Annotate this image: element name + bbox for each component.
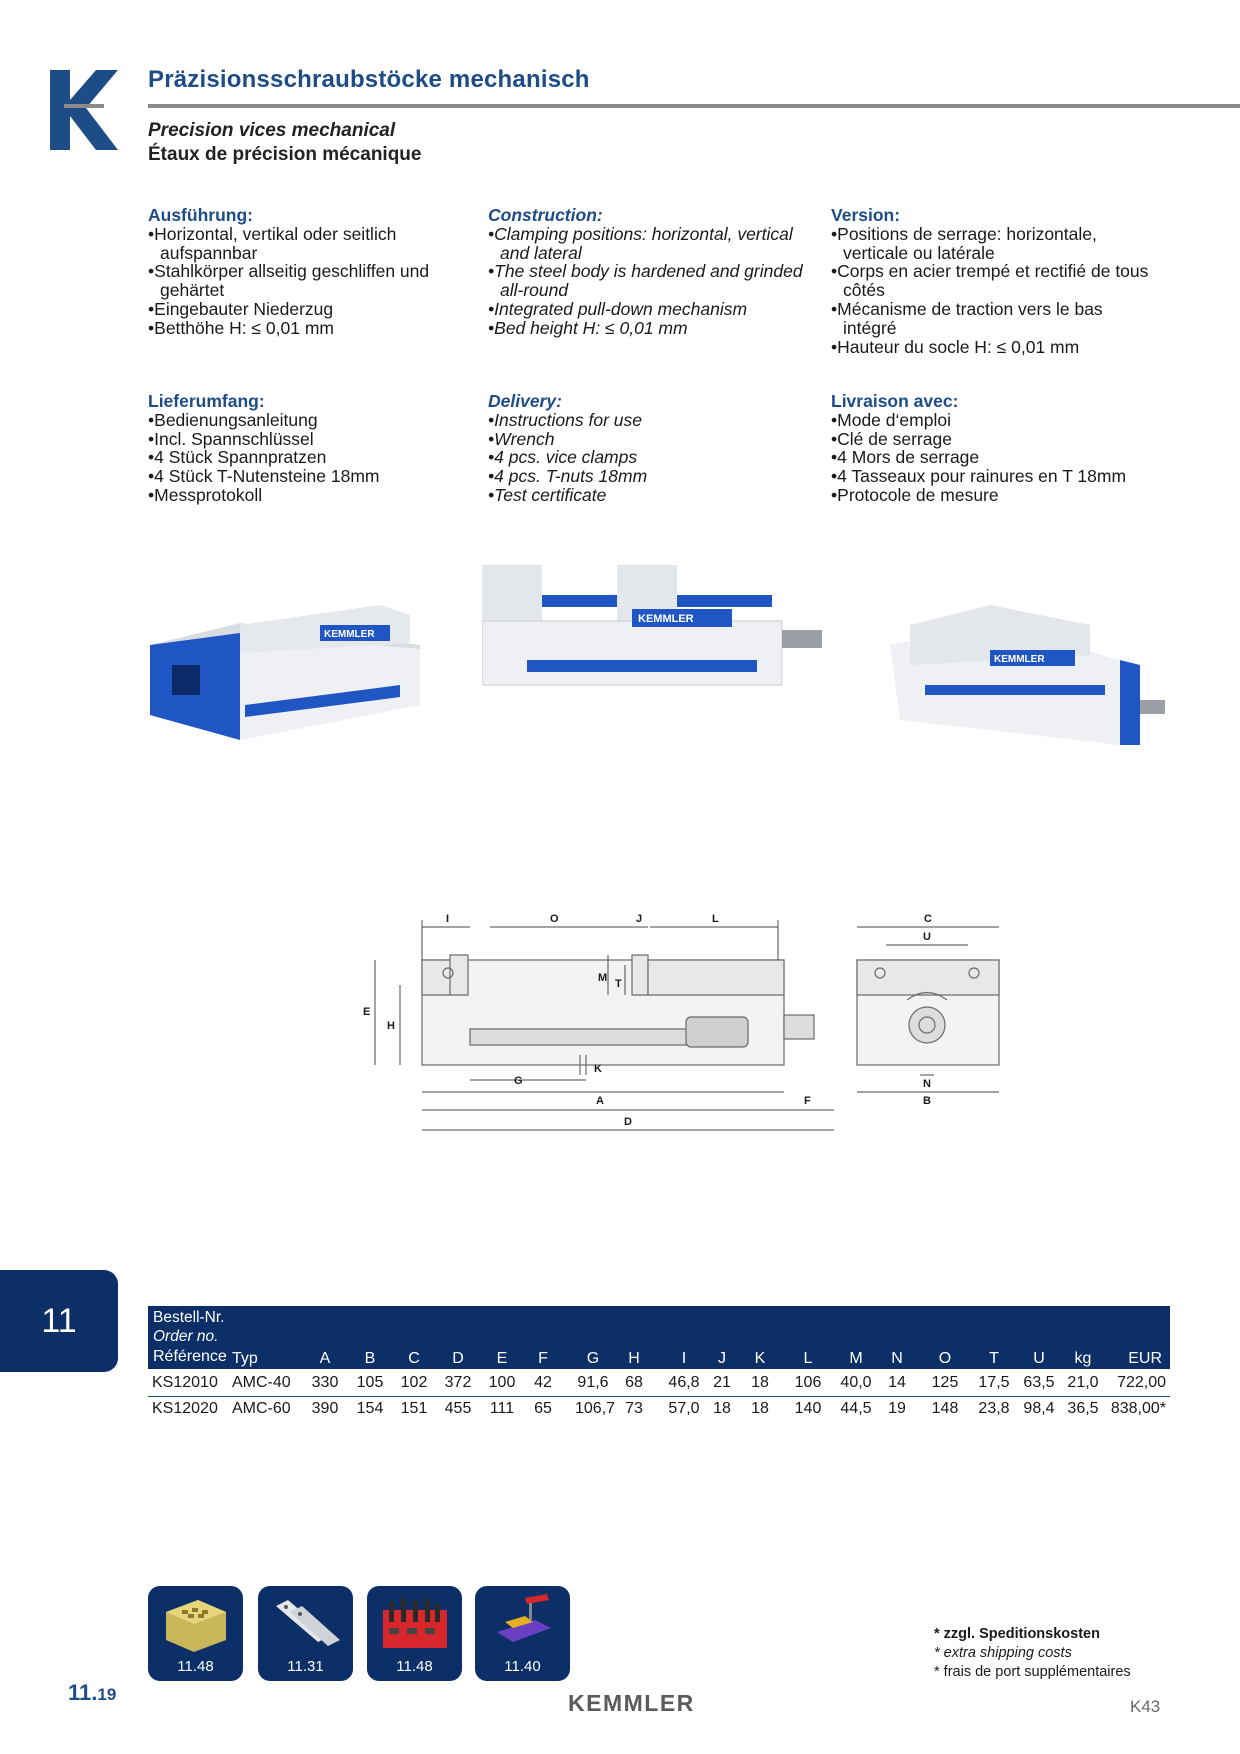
table-cell: 23,8 xyxy=(978,1400,1010,1417)
footer-brand-logo: KEMMLER xyxy=(568,1690,695,1716)
table-cell: 148 xyxy=(931,1400,959,1417)
table-column-header: L xyxy=(803,1350,813,1367)
accessory-link-t-nut-box[interactable] xyxy=(148,1586,243,1681)
vice-photo-right-brand: KEMMLER xyxy=(994,654,1045,665)
list-item: • Clé de serrage xyxy=(831,430,1171,449)
table-cell: 46,8 xyxy=(668,1374,700,1391)
features-en xyxy=(488,206,818,338)
accessory-link-parallel-bars[interactable] xyxy=(258,1586,353,1681)
delivery-de-title: Lieferumfang: xyxy=(148,391,265,411)
list-item: • Mécanisme de traction vers le bas intégré xyxy=(831,300,1161,338)
list-item: • Clamping positions: horizontal, vertical and lateral xyxy=(488,225,818,263)
table-column-header: U xyxy=(1033,1350,1045,1367)
table-cell: 455 xyxy=(444,1400,472,1417)
table-cell: 98,4 xyxy=(1023,1400,1055,1417)
table-column-header: K xyxy=(754,1350,766,1367)
table-cell: 17,5 xyxy=(978,1374,1010,1391)
table-cell: 151 xyxy=(400,1400,428,1417)
table-cell: 57,0 xyxy=(668,1400,700,1417)
table-cell: 106,7 xyxy=(575,1400,616,1417)
delivery-fr xyxy=(831,392,1171,505)
table-cell: 372 xyxy=(444,1374,472,1391)
dim-label-u: U xyxy=(923,931,931,943)
table-column-header: Typ xyxy=(232,1350,258,1367)
table-cell: 105 xyxy=(356,1374,384,1391)
table-label-de: Bestell-Nr. xyxy=(153,1309,225,1326)
table-column-header: EUR xyxy=(1128,1350,1162,1367)
table-cell: 330 xyxy=(311,1374,339,1391)
list-item: • Integrated pull-down mechanism xyxy=(488,300,818,319)
list-item: • 4 Stück T-Nutensteine 18mm xyxy=(148,467,478,486)
clamping-kit-icon xyxy=(377,1592,452,1654)
table-cell: AMC-60 xyxy=(232,1400,291,1417)
page-number xyxy=(68,1680,116,1706)
accessory-page-ref: 11.31 xyxy=(287,1658,324,1675)
list-item: • 4 pcs. vice clamps xyxy=(488,448,818,467)
features-en-title: Construction: xyxy=(488,205,603,225)
accessory-page-ref: 11.48 xyxy=(396,1658,433,1675)
table-cell: 19 xyxy=(888,1400,906,1417)
table-column-header: E xyxy=(496,1350,508,1367)
table-cell: 40,0 xyxy=(840,1374,872,1391)
list-item: • 4 Tasseaux pour rainures en T 18mm xyxy=(831,467,1171,486)
delivery-de xyxy=(148,392,478,505)
dim-label-g: G xyxy=(514,1075,523,1087)
table-column-header: I xyxy=(681,1350,687,1367)
catalog-code: K43 xyxy=(1130,1697,1161,1716)
list-item: • Instructions for use xyxy=(488,411,818,430)
header-rule xyxy=(148,104,1240,108)
table-cell: 140 xyxy=(794,1400,822,1417)
accessory-link-clamping-kit[interactable] xyxy=(367,1586,462,1681)
table-cell: 21,0 xyxy=(1067,1374,1099,1391)
table-cell: 68 xyxy=(625,1374,643,1391)
table-column-header: C xyxy=(408,1350,420,1367)
page-subtitle-fr: Étaux de précision mécanique xyxy=(148,144,422,165)
delivery-en xyxy=(488,392,818,505)
dim-label-h: H xyxy=(387,1020,395,1032)
table-header xyxy=(148,1306,1170,1369)
list-item: • Corps en acier trempé et rectifié de tous côtés xyxy=(831,262,1161,300)
table-cell: 36,5 xyxy=(1067,1400,1099,1417)
table-column-header: T xyxy=(989,1350,999,1367)
list-item: • Protocole de mesure xyxy=(831,486,1171,505)
features-de xyxy=(148,206,478,338)
page-number-main: 11. xyxy=(68,1680,98,1705)
dim-label-t: T xyxy=(615,978,622,990)
list-item: • Betthöhe H: ≤ 0,01 mm xyxy=(148,319,478,338)
table-cell: 838,00* xyxy=(1110,1400,1166,1417)
table-column-header: F xyxy=(538,1350,548,1367)
dim-label-b: B xyxy=(923,1095,931,1107)
table-column-header: B xyxy=(364,1350,376,1367)
vice-photo-center-brand: KEMMLER xyxy=(638,613,694,625)
accessory-page-ref: 11.48 xyxy=(177,1658,214,1675)
table-cell: 154 xyxy=(356,1400,384,1417)
delivery-fr-title: Livraison avec: xyxy=(831,391,959,411)
shipping-note-en: * extra shipping costs xyxy=(934,1645,1072,1661)
dim-label-l: L xyxy=(712,913,719,925)
dim-label-k: K xyxy=(594,1063,602,1075)
table-cell: 63,5 xyxy=(1023,1374,1055,1391)
table-cell: 65 xyxy=(534,1400,552,1417)
table-cell: 91,6 xyxy=(577,1374,609,1391)
table-cell: 106 xyxy=(794,1374,822,1391)
parallel-bars-icon xyxy=(268,1592,343,1654)
dim-label-a: A xyxy=(596,1095,604,1107)
table-column-header: N xyxy=(891,1350,903,1367)
list-item: • 4 Mors de serrage xyxy=(831,448,1171,467)
table-cell: 18 xyxy=(751,1400,769,1417)
list-item: • Bed height H: ≤ 0,01 mm xyxy=(488,319,818,338)
table-label-fr: Référence xyxy=(153,1348,227,1365)
header-rule-stub xyxy=(64,104,104,108)
features-de-title: Ausführung: xyxy=(148,205,253,225)
table-cell: 44,5 xyxy=(840,1400,872,1417)
table-cell: 100 xyxy=(488,1374,516,1391)
list-item: • Test certificate xyxy=(488,486,818,505)
table-cell: 125 xyxy=(931,1374,959,1391)
table-column-header: M xyxy=(849,1350,863,1367)
t-nut-box-icon xyxy=(158,1592,233,1654)
list-item: • Hauteur du socle H: ≤ 0,01 mm xyxy=(831,338,1161,357)
accessory-link-clamp[interactable] xyxy=(475,1586,570,1681)
table-cell: 18 xyxy=(713,1400,731,1417)
features-fr-title: Version: xyxy=(831,205,901,225)
table-cell: AMC-40 xyxy=(232,1374,291,1391)
accessory-page-ref: 11.40 xyxy=(504,1658,541,1675)
shipping-note-de: * zzgl. Speditionskosten xyxy=(934,1626,1100,1642)
table-cell: 73 xyxy=(625,1400,643,1417)
list-item: • Stahlkörper allseitig geschliffen und gehärtet xyxy=(148,262,478,300)
list-item: • Eingebauter Niederzug xyxy=(148,300,478,319)
table-cell-order-no: KS12010 xyxy=(152,1374,218,1391)
list-item: • 4 Stück Spannpratzen xyxy=(148,448,478,467)
dim-label-d: D xyxy=(624,1116,632,1128)
dim-label-o: O xyxy=(550,913,559,925)
table-cell: 21 xyxy=(713,1374,731,1391)
technical-drawing xyxy=(360,905,1010,1140)
table-column-header: H xyxy=(628,1350,640,1367)
dim-label-m: M xyxy=(598,972,608,984)
table-label-en: Order no. xyxy=(153,1328,219,1345)
dim-label-i: I xyxy=(446,913,450,925)
chapter-tab[interactable]: 11 xyxy=(0,1270,118,1372)
list-item: • 4 pcs. T-nuts 18mm xyxy=(488,467,818,486)
list-item: • Positions de serrage: horizontale, verticale ou latérale xyxy=(831,225,1161,263)
list-item: • Wrench xyxy=(488,430,818,449)
list-item: • The steel body is hardened and grinded all-round xyxy=(488,262,818,300)
table-column-header: A xyxy=(319,1350,331,1367)
table-column-header: D xyxy=(452,1350,464,1367)
vice-photo-center xyxy=(482,565,842,690)
vice-photo-right xyxy=(890,605,1170,750)
table-cell: 14 xyxy=(888,1374,906,1391)
vice-photo-brand: KEMMLER xyxy=(324,629,375,640)
table-cell-order-no: KS12020 xyxy=(152,1400,218,1417)
table-cell: 18 xyxy=(751,1374,769,1391)
list-item: • Messprotokoll xyxy=(148,486,478,505)
delivery-en-title: Delivery: xyxy=(488,391,562,411)
table-row-divider xyxy=(148,1396,1170,1397)
table-column-header: kg xyxy=(1074,1350,1092,1367)
dim-label-e: E xyxy=(363,1006,371,1018)
table-cell: 42 xyxy=(534,1374,552,1391)
table-cell: 722,00 xyxy=(1117,1374,1166,1391)
vice-photo-left xyxy=(150,605,420,745)
list-item: • Horizontal, vertikal oder seitlich aufspannbar xyxy=(148,225,478,263)
table-cell: 102 xyxy=(400,1374,428,1391)
table-cell: 390 xyxy=(311,1400,339,1417)
features-fr xyxy=(831,206,1161,356)
list-item: • Mode d‘emploi xyxy=(831,411,1171,430)
clamp-icon xyxy=(485,1592,560,1654)
dim-label-j: J xyxy=(636,913,643,925)
page-subtitle-en: Precision vices mechanical xyxy=(148,120,396,141)
table-column-header: J xyxy=(718,1350,726,1367)
list-item: • Bedienungsanleitung xyxy=(148,411,478,430)
dim-label-c: C xyxy=(924,913,932,925)
table-column-header: O xyxy=(938,1350,952,1367)
page-title: Präzisionsschraubstöcke mechanisch xyxy=(148,66,590,93)
dim-label-n: N xyxy=(923,1078,931,1090)
table-cell: 111 xyxy=(489,1400,515,1417)
list-item: • Incl. Spannschlüssel xyxy=(148,430,478,449)
page-number-sub: 19 xyxy=(97,1685,117,1704)
dim-label-f: F xyxy=(804,1095,811,1107)
shipping-note-fr: * frais de port supplémentaires xyxy=(934,1664,1131,1680)
kemmler-k-logo xyxy=(50,70,118,150)
table-column-header: G xyxy=(586,1350,600,1367)
